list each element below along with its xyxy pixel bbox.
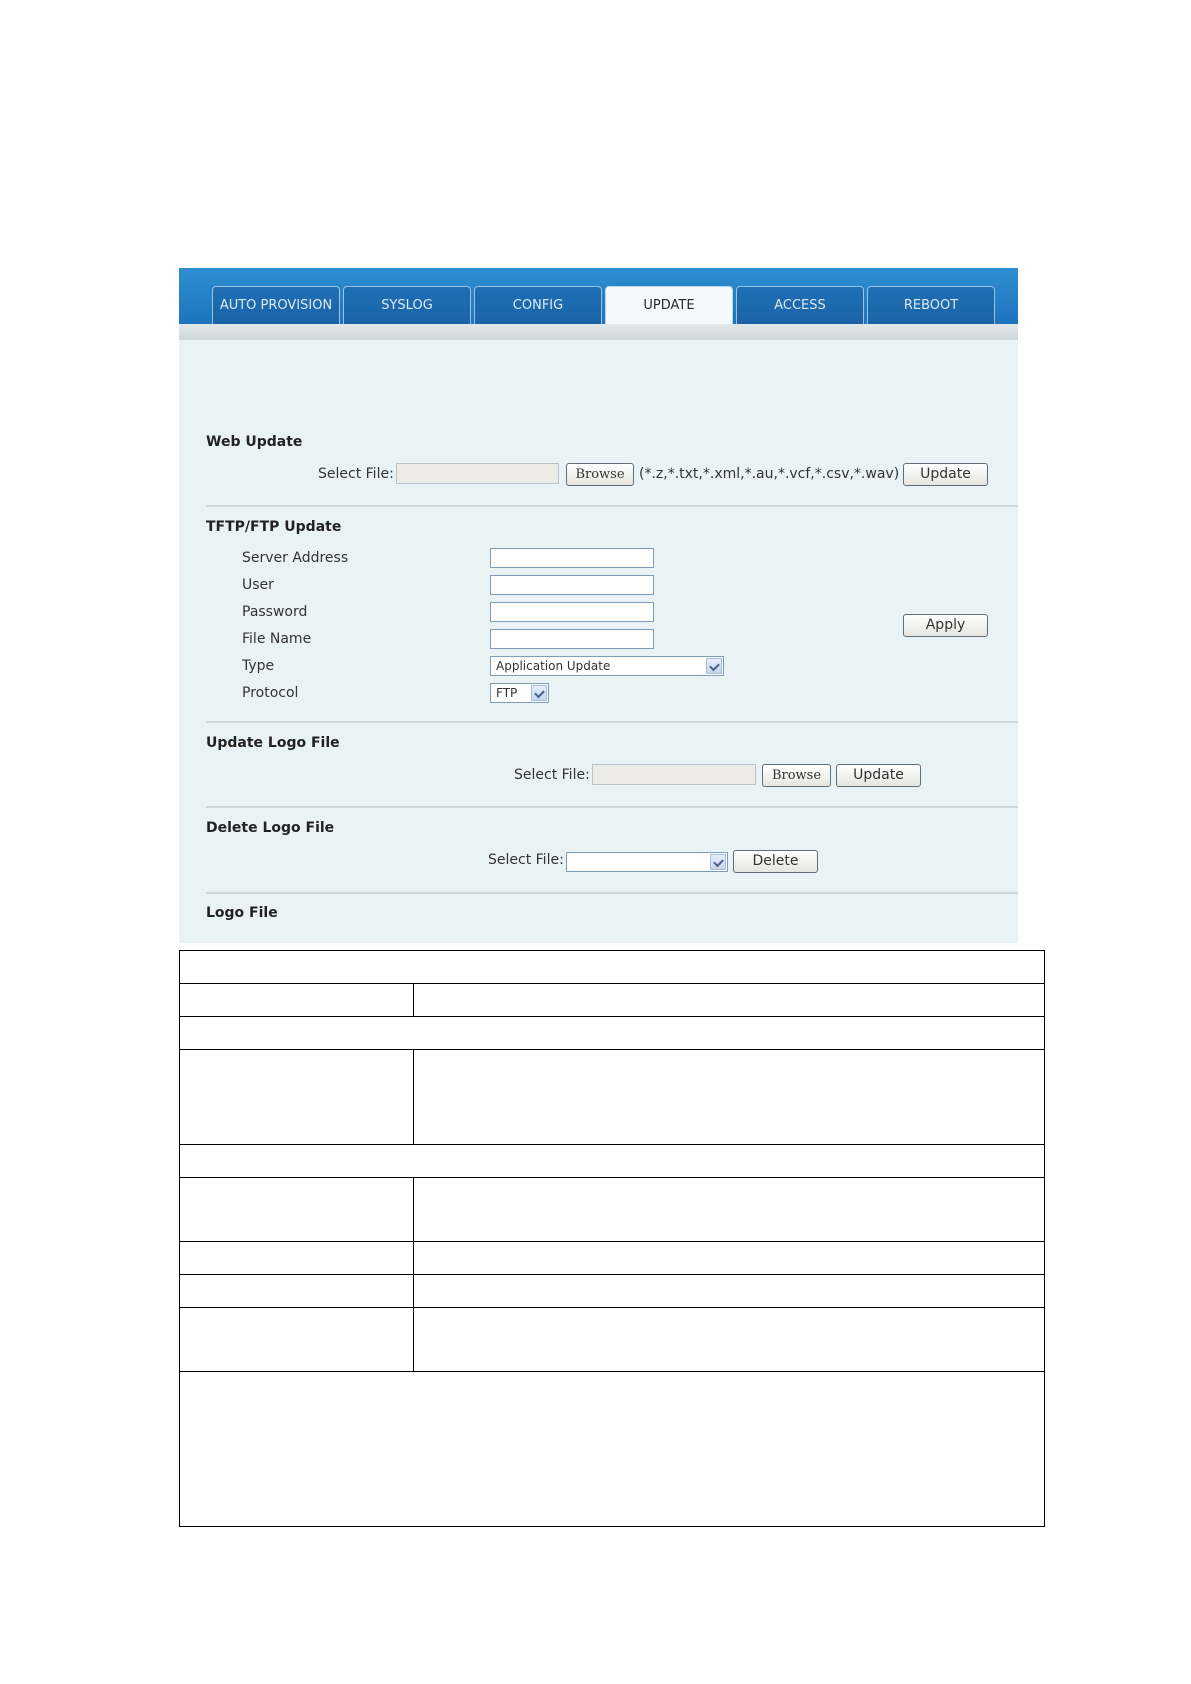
chevron-down-icon[interactable]: [710, 854, 726, 870]
user-input[interactable]: [490, 575, 654, 595]
type-label: Type: [242, 658, 275, 674]
tab-update[interactable]: UPDATE: [605, 286, 733, 326]
table-rule: [179, 1016, 1045, 1017]
tab-syslog[interactable]: SYSLOG: [343, 286, 471, 324]
table-rule: [179, 950, 1045, 951]
password-label: Password: [242, 604, 308, 620]
type-select-value: Application Update: [496, 659, 611, 673]
password-input[interactable]: [490, 602, 654, 622]
user-label: User: [242, 577, 274, 593]
tab-reboot[interactable]: REBOOT: [867, 286, 995, 324]
update-logo-browse-button[interactable]: Browse: [762, 764, 831, 787]
section-divider: [206, 721, 1018, 723]
update-logo-title: Update Logo File: [206, 735, 340, 751]
update-logo-select-file-label: Select File:: [514, 767, 590, 783]
table-border-right: [1044, 950, 1045, 1527]
delete-logo-select-file-label: Select File:: [488, 852, 564, 868]
table-rule: [179, 1307, 1045, 1308]
column-divider: [413, 1177, 414, 1371]
web-update-extensions-hint: (*.z,*.txt,*.xml,*.au,*.vcf,*.csv,*.wav): [639, 466, 900, 482]
chevron-down-icon[interactable]: [531, 685, 547, 701]
tab-config[interactable]: CONFIG: [474, 286, 602, 324]
update-logo-file-field[interactable]: [592, 764, 756, 785]
delete-logo-title: Delete Logo File: [206, 820, 335, 836]
file-name-input[interactable]: [490, 629, 654, 649]
table-border-left: [179, 950, 180, 1527]
logo-file-title: Logo File: [206, 905, 278, 921]
tab-auto-provision[interactable]: AUTO PROVISION: [212, 286, 340, 324]
table-rule: [179, 983, 1045, 984]
web-update-update-button[interactable]: Update: [903, 463, 988, 486]
table-rule: [179, 1371, 1045, 1372]
web-update-title: Web Update: [206, 434, 303, 450]
web-update-select-file-label: Select File:: [318, 466, 394, 482]
tab-access[interactable]: ACCESS: [736, 286, 864, 324]
section-divider: [206, 892, 1018, 894]
table-rule: [179, 1177, 1045, 1178]
web-update-file-field[interactable]: [396, 463, 559, 484]
column-divider: [413, 983, 414, 1016]
delete-logo-select[interactable]: [566, 852, 728, 872]
table-rule: [179, 1526, 1045, 1527]
table-rule: [179, 1274, 1045, 1275]
table-rule: [179, 1144, 1045, 1145]
type-select[interactable]: [490, 656, 724, 676]
table-rule: [179, 1049, 1045, 1050]
column-divider: [413, 1049, 414, 1144]
table-rule: [179, 1241, 1045, 1242]
update-settings-panel: [179, 268, 1018, 943]
section-divider: [206, 505, 1018, 507]
apply-button[interactable]: Apply: [903, 614, 988, 637]
server-address-input[interactable]: [490, 548, 654, 568]
protocol-select-value: FTP: [496, 686, 518, 700]
protocol-select[interactable]: [490, 683, 549, 703]
parameter-table: [179, 950, 1045, 1527]
section-divider: [206, 806, 1018, 808]
file-name-label: File Name: [242, 631, 312, 647]
server-address-label: Server Address: [242, 550, 349, 566]
tab-bar: [179, 268, 1018, 324]
delete-button[interactable]: Delete: [733, 850, 818, 873]
tab-underline-strip: [179, 324, 1018, 340]
update-logo-update-button[interactable]: Update: [836, 764, 921, 787]
protocol-label: Protocol: [242, 685, 299, 701]
chevron-down-icon[interactable]: [706, 658, 722, 674]
tftp-update-title: TFTP/FTP Update: [206, 519, 342, 535]
web-update-browse-button[interactable]: Browse: [566, 463, 634, 486]
